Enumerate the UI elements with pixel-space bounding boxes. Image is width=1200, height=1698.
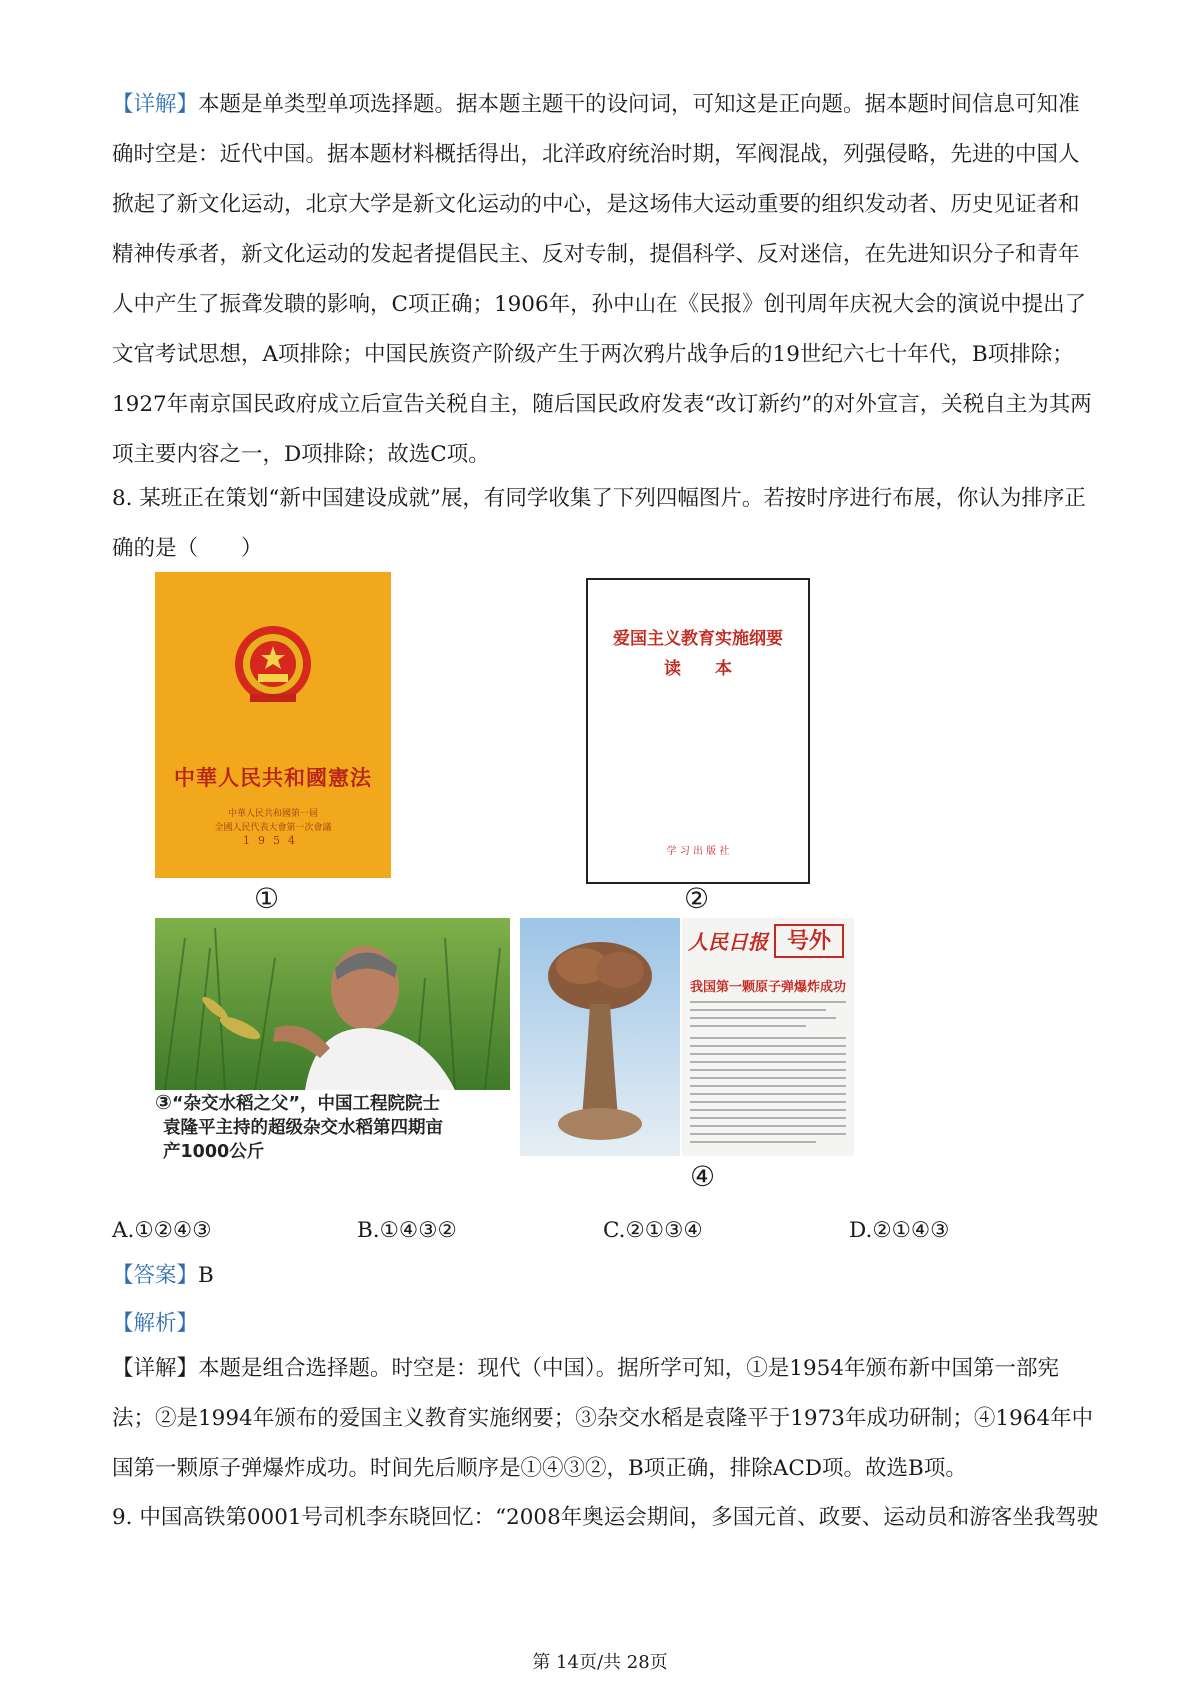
rice-field-photo: [155, 918, 510, 1163]
patriotic-book-publisher: 学 习 出 版 社: [666, 846, 730, 857]
option-a: [112, 1218, 211, 1243]
newspaper-extra-badge: 号外: [774, 924, 844, 958]
explanation-label: 【详解】: [112, 92, 199, 117]
image-1-number: ①: [254, 882, 280, 915]
constitution-subtitle-1: 中華人民共和國第一屆: [227, 809, 318, 819]
option-a-letter: A.: [112, 1218, 135, 1243]
option-c-text: ②①③④: [625, 1218, 703, 1243]
rice-caption-line-2: 袁隆平主持的超级杂交水稻第四期亩: [163, 1118, 443, 1138]
patriotic-education-cover-image: [586, 578, 810, 884]
page-footer: 第 14页/共 28页: [532, 1652, 668, 1673]
explanation-8-label: 【详解】: [112, 1356, 199, 1381]
image-2-number: ②: [684, 882, 710, 915]
option-d: [849, 1218, 949, 1243]
answer-label: 【答案】: [112, 1263, 199, 1288]
mushroom-cloud: [520, 918, 680, 1156]
atomic-bomb-photo: [520, 918, 680, 1156]
option-b: [357, 1218, 457, 1243]
peoples-daily-extra: [682, 918, 854, 1156]
rice-caption-line-3: 产1000公斤: [163, 1142, 265, 1162]
option-b-text: ①④③②: [379, 1218, 457, 1243]
question-9-stem: 9. 中国高铁第0001号司机李东晓回忆：“2008年奥运会期间，多国元首、政要、运动员和游客坐我驾驶: [112, 1505, 1099, 1530]
national-emblem-icon: [228, 622, 318, 708]
explanation-text: 本题是单类型单项选择题。据本题主题干的设问词，可知这是正向题。据本题时间信息可知准确时空是：近代中国。据本题材料概括得出，北洋政府统治时期，军阀混战，列强侵略，先进的中国人掀起了新文化运动，北京大学是新文化运动的中心，是这场伟大运动重要的组织发动者、历史见证者和精神传承者，新文化运动的发起者提倡民主、反对专制，提倡科学、反对迷信，在先进知识分子和青年人中产生了振聋发聩的影响，C项正确；1906年，孙中山在《民报》创刊周年庆祝大会的演说中提出了文官考试思想，A项排除；中国民族资产阶级产生于两次鸦片战争后的19世纪六七十年代，B项排除；1927年南京国民政府成立后宣告关税自主，随后国民政府发表“改订新约”的对外宣言，关税自主为其两项主要内容之一，D项排除；故选C项。: [112, 92, 1092, 467]
explanation-8-text: 本题是组合选择题。时空是：现代（中国）。据所学可知，①是1954年颁布新中国第一部宪法；②是1994年颁布的爱国主义教育实施纲要；③杂交水稻是袁隆平于1973年成功研制；④1964年中国第一颗原子弹爆炸成功。时间先后顺序是①④③②，B项正确，排除ACD项。故选B项。: [112, 1356, 1094, 1481]
rice-caption: [155, 1090, 510, 1163]
explanation-7: [112, 80, 1097, 480]
option-a-text: ①②④③: [134, 1218, 212, 1243]
constitution-title: 中華人民共和國憲法: [174, 765, 372, 790]
image-3-number: ③: [155, 1090, 172, 1114]
rice-field-scene: [155, 918, 510, 1090]
image-4-number: ④: [690, 1160, 716, 1193]
option-d-letter: D.: [849, 1218, 873, 1243]
question-8-stem: 8. 某班正在策划“新中国建设成就”展，有同学收集了下列四幅图片。若按时序进行布展，你认为排序正确的是（ ）: [112, 486, 1086, 561]
constitution-subtitle-2: 全國人民代表大會第一次會議: [214, 823, 332, 833]
rice-caption-line-1: “杂交水稻之父”，中国工程院院士: [171, 1094, 440, 1114]
option-b-letter: B.: [357, 1218, 380, 1243]
option-c: [603, 1218, 703, 1243]
patriotic-book-subtitle: 读 本: [664, 659, 732, 679]
constitution-cover-image: [155, 572, 391, 878]
newspaper-headline: 我国第一颗原子弹爆炸成功: [689, 980, 846, 995]
explanation-8: [112, 1344, 1097, 1494]
option-d-text: ②①④③: [872, 1218, 950, 1243]
newspaper-text-lines: [686, 996, 850, 1156]
answer-line: [112, 1258, 214, 1289]
constitution-year: 1954: [243, 834, 303, 847]
newspaper-masthead: 人民日报: [688, 930, 768, 954]
patriotic-book-title: 爱国主义教育实施纲要: [613, 629, 783, 649]
analysis-label: 【解析】: [112, 1311, 199, 1336]
answer-value: B: [198, 1263, 214, 1288]
option-c-letter: C.: [603, 1218, 626, 1243]
